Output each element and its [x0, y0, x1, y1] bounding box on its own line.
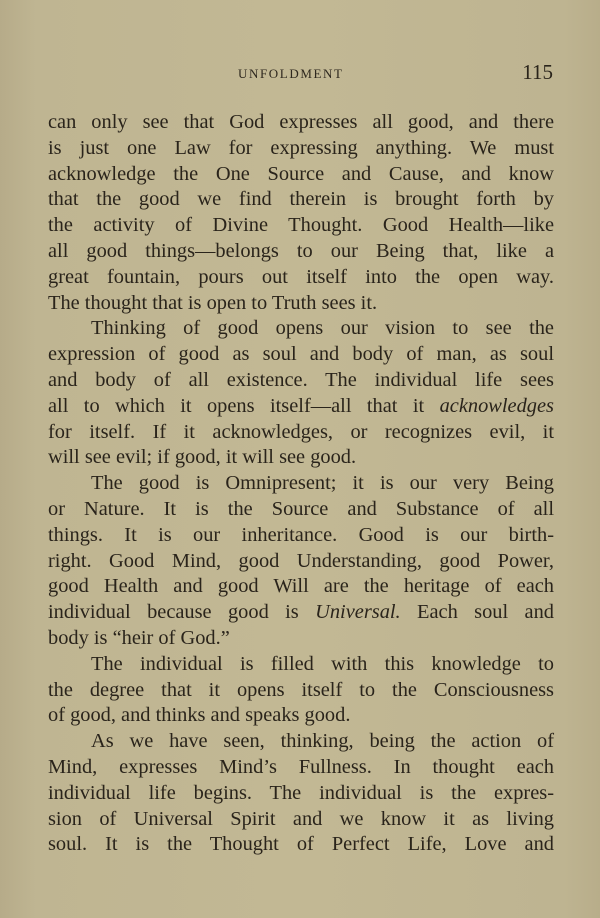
text-segment: and body of all existence. The individual life sees — [48, 368, 554, 391]
text-line — [48, 523, 554, 549]
text-line — [48, 162, 554, 188]
text-segment: The thought that is open to Truth sees it. — [48, 291, 378, 314]
text-segment: great fountain, pours out itself into the open way. — [48, 265, 554, 288]
text-line — [48, 445, 554, 471]
text-line — [48, 316, 554, 342]
text-segment: As we have seen, thinking, being the action of — [91, 730, 554, 753]
paragraph — [48, 316, 554, 471]
text-line — [48, 626, 554, 652]
text-line — [48, 807, 554, 833]
text-segment: Each soul and — [400, 601, 554, 624]
text-segment: the activity of Divine Thought. Good Health—like — [48, 214, 554, 237]
text-line — [48, 471, 554, 497]
text-line — [48, 703, 554, 729]
italic-emphasis: Universal. — [315, 601, 401, 624]
text-line — [48, 368, 554, 394]
text-line — [48, 781, 554, 807]
text-segment: things. It is our inheritance. Good is our birth- — [48, 523, 554, 546]
text-line — [48, 549, 554, 575]
text-segment: expression of good as soul and body of man, as soul — [48, 343, 554, 366]
text-segment: Thinking of good opens our vision to see the — [91, 317, 554, 340]
text-line — [48, 678, 554, 704]
text-line — [48, 187, 554, 213]
text-segment: good Health and good Will are the heritage of each — [48, 575, 554, 598]
text-segment: soul. It is the Thought of Perfect Life, Love and — [48, 833, 554, 856]
text-segment: The individual is filled with this knowledge to — [91, 652, 554, 675]
text-line — [48, 420, 554, 446]
text-segment: body is “heir of God.” — [48, 626, 230, 649]
italic-emphasis: acknowledges — [439, 394, 554, 417]
text-line — [48, 832, 554, 858]
text-segment: will see evil; if good, it will see good. — [48, 446, 357, 469]
text-line — [48, 136, 554, 162]
text-segment: sion of Universal Spirit and we know it as living — [48, 807, 554, 830]
text-line — [48, 342, 554, 368]
paragraph — [48, 110, 554, 316]
running-header — [48, 60, 553, 86]
text-segment: The good is Omnipresent; it is our very Being — [91, 472, 554, 495]
body-text — [48, 110, 554, 858]
text-segment: for itself. If it acknowledges, or recognizes evil, it — [48, 420, 554, 443]
page-number: 115 — [522, 60, 553, 84]
text-line — [48, 239, 554, 265]
text-segment: Mind, expresses Mind’s Fullness. In thought each — [48, 755, 554, 778]
text-line — [48, 213, 554, 239]
paragraph — [48, 652, 554, 729]
text-line — [48, 652, 554, 678]
text-segment: individual life begins. The individual is the expres- — [48, 781, 554, 804]
text-line — [48, 574, 554, 600]
paragraph — [48, 471, 554, 652]
text-line — [48, 110, 554, 136]
text-segment: acknowledge the One Source and Cause, and know — [48, 162, 554, 185]
text-segment: of good, and thinks and speaks good. — [48, 704, 351, 727]
text-segment: that the good we find therein is brought forth by — [48, 188, 554, 211]
text-line — [48, 265, 554, 291]
text-segment: right. Good Mind, good Understanding, good Power, — [48, 549, 554, 572]
text-line — [48, 755, 554, 781]
text-segment: can only see that God expresses all good, and there — [48, 111, 554, 133]
text-segment: the degree that it opens itself to the Consciousness — [48, 678, 554, 701]
text-segment: is just one Law for expressing anything. We must — [48, 136, 554, 159]
text-line — [48, 497, 554, 523]
text-line — [48, 291, 554, 317]
text-segment: individual because good is — [48, 601, 316, 624]
text-line — [48, 600, 554, 626]
text-segment: or Nature. It is the Source and Substance of all — [48, 497, 554, 520]
text-line — [48, 394, 554, 420]
running-title: UNFOLDMENT — [238, 66, 344, 81]
text-line — [48, 729, 554, 755]
paragraph — [48, 729, 554, 858]
text-segment: all to which it opens itself—all that it — [48, 394, 440, 417]
text-segment: all good things—belongs to our Being that, like a — [48, 239, 554, 262]
